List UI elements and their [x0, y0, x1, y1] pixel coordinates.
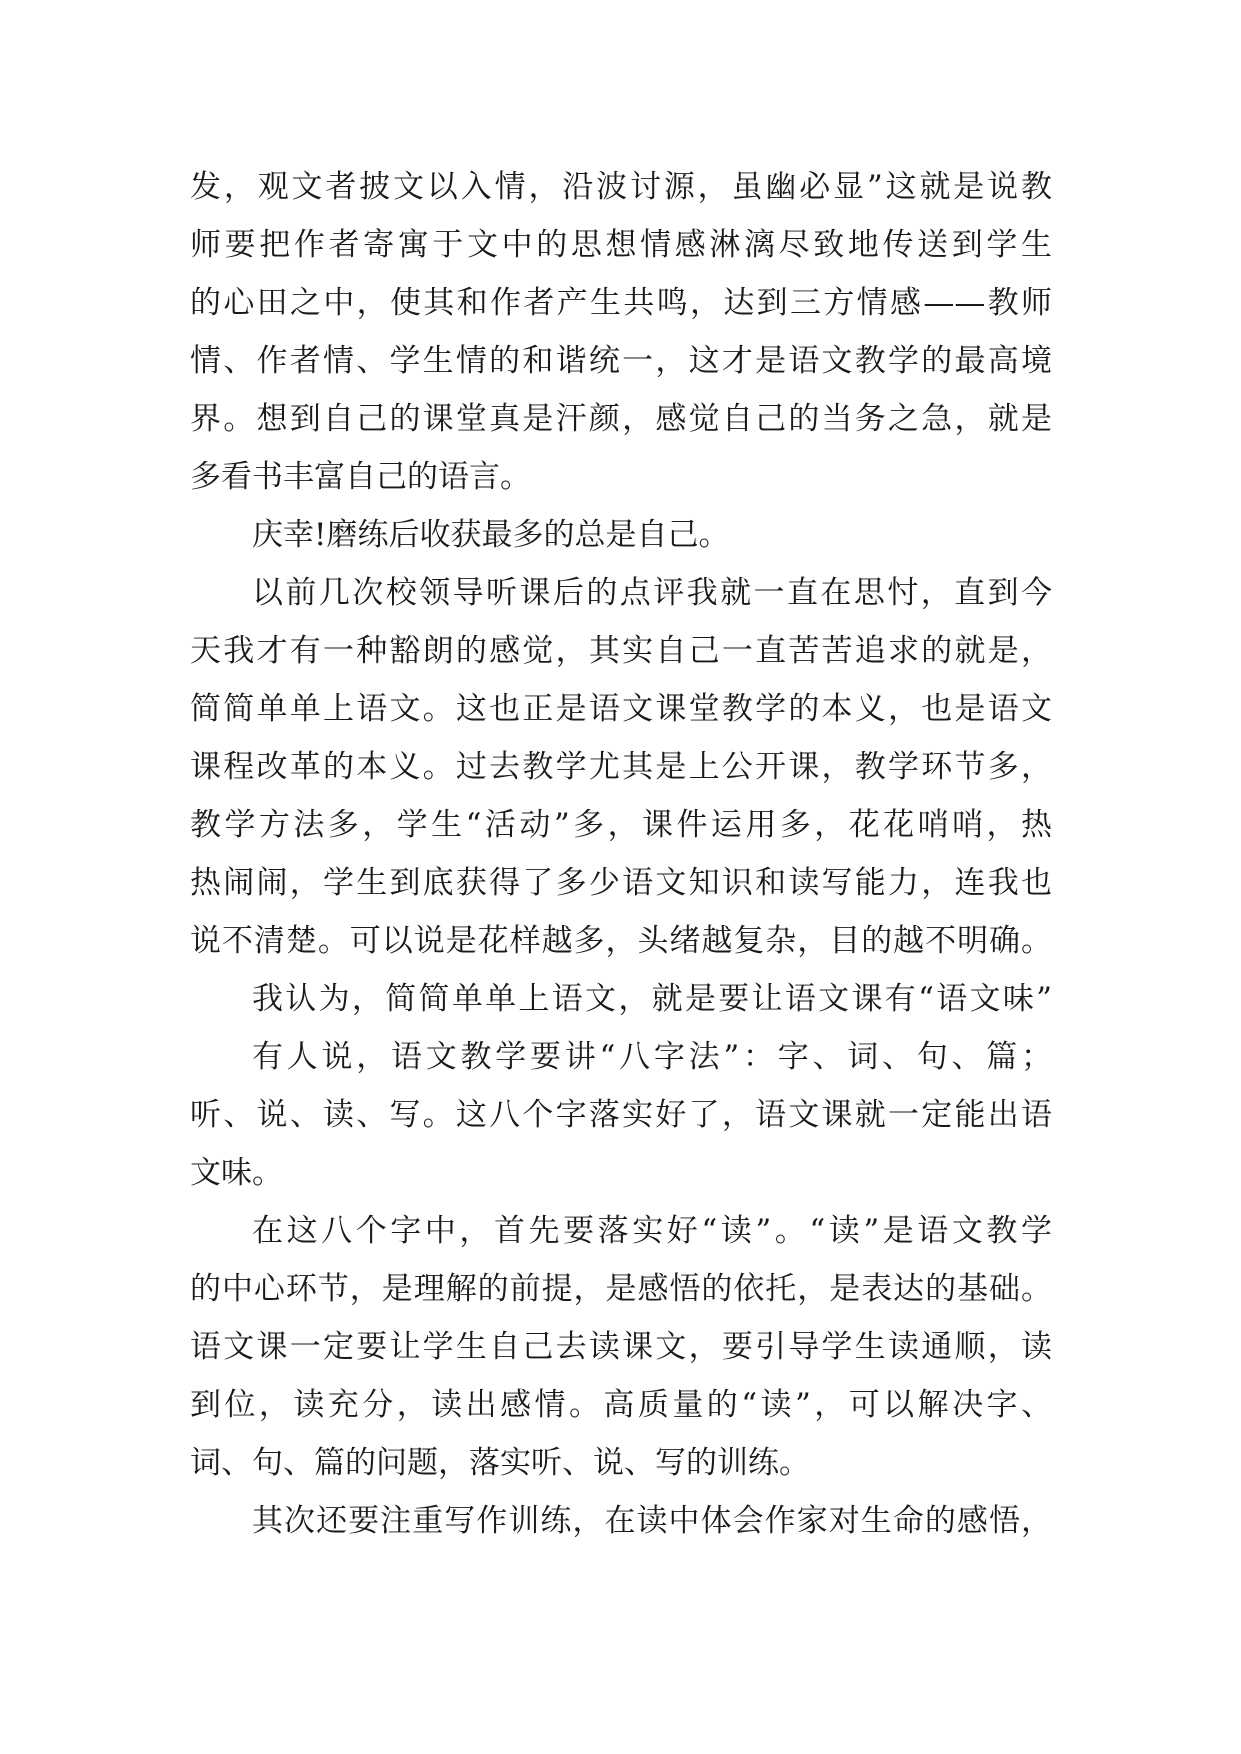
- paragraph-line: 听、说、读、写。这八个字落实好了，语文课就一定能出语: [190, 1097, 1052, 1133]
- paragraph-line: 发，观文者披文以入情，沿波讨源，虽幽必显”这就是说教: [190, 169, 1052, 205]
- paragraph-line: 师要把作者寄寓于文中的思想情感淋漓尽致地传送到学生: [190, 227, 1052, 263]
- paragraph-line: 界。想到自己的课堂真是汗颜，感觉自己的当务之急，就是: [190, 401, 1052, 437]
- paragraph-line: 以前几次校领导听课后的点评我就一直在思忖，直到今: [252, 575, 1052, 611]
- paragraph-line: 到位，读充分，读出感情。高质量的“读”，可以解决字、: [190, 1387, 1052, 1423]
- paragraph-line: 的中心环节，是理解的前提，是感悟的依托，是表达的基础。: [190, 1271, 1052, 1307]
- paragraph-line: 词、句、篇的问题，落实听、说、写的训练。: [190, 1445, 810, 1481]
- paragraph-line: 热闹闹，学生到底获得了多少语文知识和读写能力，连我也: [190, 865, 1052, 901]
- paragraph-line: 简简单单上语文。这也正是语文课堂教学的本义，也是语文: [190, 691, 1052, 727]
- paragraph-line: 在这八个字中，首先要落实好“读”。“读”是语文教学: [252, 1213, 1052, 1249]
- paragraph-line: 庆幸!磨练后收获最多的总是自己。: [252, 517, 730, 553]
- paragraph-line: 说不清楚。可以说是花样越多，头绪越复杂，目的越不明确。: [190, 923, 1052, 959]
- paragraph-line: 多看书丰富自己的语言。: [190, 459, 531, 495]
- paragraph-line: 课程改革的本义。过去教学尤其是上公开课，教学环节多，: [190, 749, 1052, 785]
- paragraph-line: 我认为，简简单单上语文，就是要让语文课有“语文味”: [252, 981, 1052, 1017]
- paragraph-line: 其次还要注重写作训练，在读中体会作家对生命的感悟，: [252, 1503, 1052, 1539]
- paragraph-line: 有人说，语文教学要讲“八字法”：字、词、句、篇；: [252, 1039, 1052, 1075]
- body-text: [190, 158, 1052, 1550]
- paragraph-line: 的心田之中，使其和作者产生共鸣，达到三方情感——教师: [190, 285, 1052, 321]
- paragraph-line: 教学方法多，学生“活动”多，课件运用多，花花哨哨，热: [190, 807, 1052, 843]
- paragraph-line: 文味。: [190, 1155, 283, 1191]
- paragraph-line: 语文课一定要让学生自己去读课文，要引导学生读通顺，读: [190, 1329, 1052, 1365]
- paragraph-line: 情、作者情、学生情的和谐统一，这才是语文教学的最高境: [190, 343, 1052, 379]
- paragraph-line: 天我才有一种豁朗的感觉，其实自己一直苦苦追求的就是，: [190, 633, 1052, 669]
